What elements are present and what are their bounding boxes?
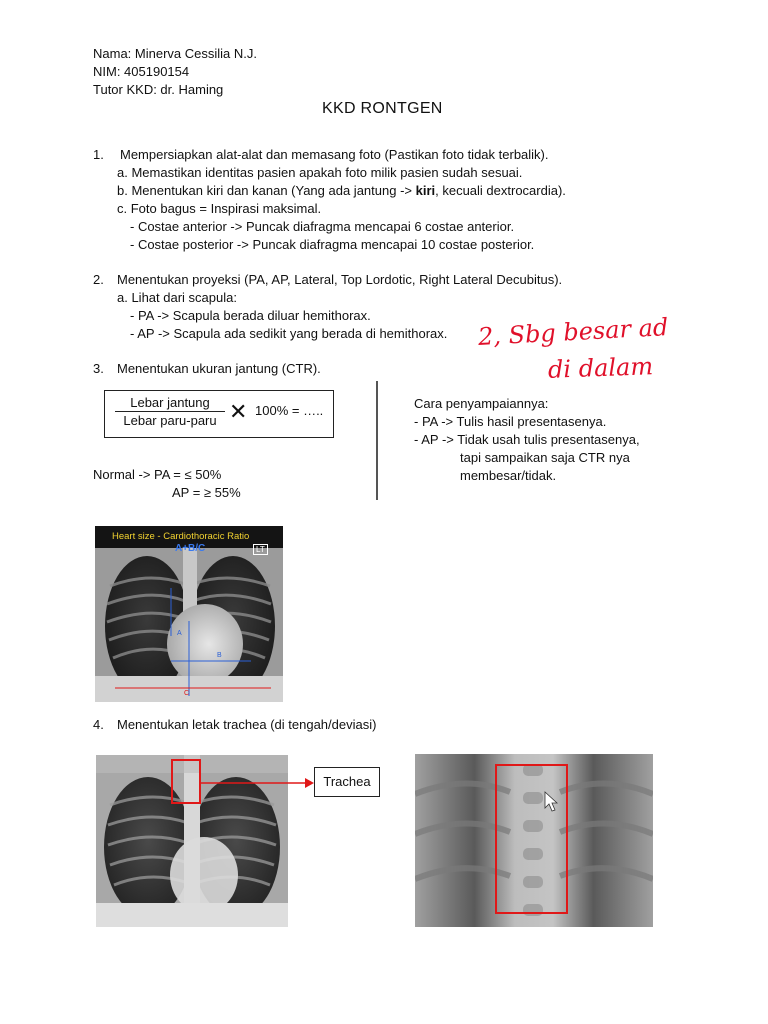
- student-name: Nama: Minerva Cessilia N.J.: [93, 46, 257, 61]
- section1-item-c1: - Costae anterior -> Puncak diafragma mencapai 6 costae anterior.: [130, 219, 515, 234]
- section2-heading: Menentukan proyeksi (PA, AP, Lateral, Top Lordotic, Right Lateral Decubitus).: [117, 272, 563, 287]
- section1-item-b-text: b. Menentukan kiri dan kanan (Yang ada jantung ->: [117, 183, 416, 198]
- section1-number: 1.: [93, 147, 104, 162]
- cara-ap-line2: tapi sampaikan saja CTR nya: [460, 450, 630, 465]
- trachea-highlight-box-large: [495, 764, 568, 914]
- section1-item-b-end: , kecuali dextrocardia).: [435, 183, 566, 198]
- column-divider: [376, 381, 378, 500]
- section4-number: 4.: [93, 717, 104, 732]
- trachea-label-box: [314, 767, 380, 797]
- xray-lt-marker: LT: [253, 544, 268, 555]
- page-title: KKD RONTGEN: [322, 100, 443, 117]
- arrow-right-icon: [201, 776, 315, 790]
- trachea-highlight-box-small: [171, 759, 201, 804]
- ctr-formula-box: [104, 390, 334, 438]
- section3-heading: Menentukan ukuran jantung (CTR).: [117, 361, 321, 376]
- cara-ap-line1: - AP -> Tidak usah tulis presentasenya,: [414, 432, 640, 447]
- ctr-xray-image: [95, 526, 283, 702]
- ctr-denominator: Lebar paru-paru: [123, 413, 217, 428]
- cara-ap-line3: membesar/tidak.: [460, 468, 557, 483]
- cara-pa: - PA -> Tulis hasil presentasenya.: [414, 414, 607, 429]
- section2-pa: - PA -> Scapula berada diluar hemithorax.: [130, 308, 371, 323]
- xray-title: Heart size - Cardiothoracic Ratio: [112, 531, 250, 542]
- handwritten-note-line1: 2, Sbg besar ad: [477, 313, 669, 351]
- xray-label-c: C: [184, 690, 190, 697]
- section1-item-b: [117, 182, 566, 200]
- normal-pa: Normal -> PA = ≤ 50%: [93, 467, 222, 482]
- section1-item-b-bold: kiri: [415, 183, 436, 198]
- student-nim: NIM: 405190154: [93, 64, 190, 79]
- normal-ap: AP = ≥ 55%: [172, 485, 241, 500]
- section3-number: 3.: [93, 361, 104, 376]
- multiply-icon: ✕: [229, 399, 248, 424]
- section4-heading: Menentukan letak trachea (di tengah/deviasi): [117, 717, 377, 732]
- section2-ap: - AP -> Scapula ada sedikit yang berada di hemithorax.: [130, 326, 448, 341]
- ctr-percent: 100% = …..: [255, 403, 324, 418]
- section1-item-c2: - Costae posterior -> Puncak diafragma mencapai 10 costae posterior.: [130, 237, 535, 252]
- cara-title: Cara penyampaiannya:: [414, 396, 549, 411]
- xray-label-b: B: [217, 652, 222, 659]
- section1-heading: Mempersiapkan alat-alat dan memasang foto (Pastikan foto tidak terbalik).: [120, 147, 549, 162]
- ctr-numerator: Lebar jantung: [115, 395, 225, 412]
- section1-item-c: c. Foto bagus = Inspirasi maksimal.: [117, 201, 322, 216]
- section1-item-a: a. Memastikan identitas pasien apakah foto milik pasien sudah sesuai.: [117, 165, 523, 180]
- tutor-name: Tutor KKD: dr. Haming: [93, 82, 224, 97]
- xray-formula: A+B/C: [175, 543, 206, 554]
- xray-label-a: A: [177, 630, 182, 637]
- handwritten-note-line2: di dalam: [547, 352, 654, 384]
- trachea-label: Trachea: [323, 774, 371, 789]
- section2-number: 2.: [93, 272, 104, 287]
- section2-item-a: a. Lihat dari scapula:: [117, 290, 237, 305]
- ctr-fraction: [115, 395, 225, 428]
